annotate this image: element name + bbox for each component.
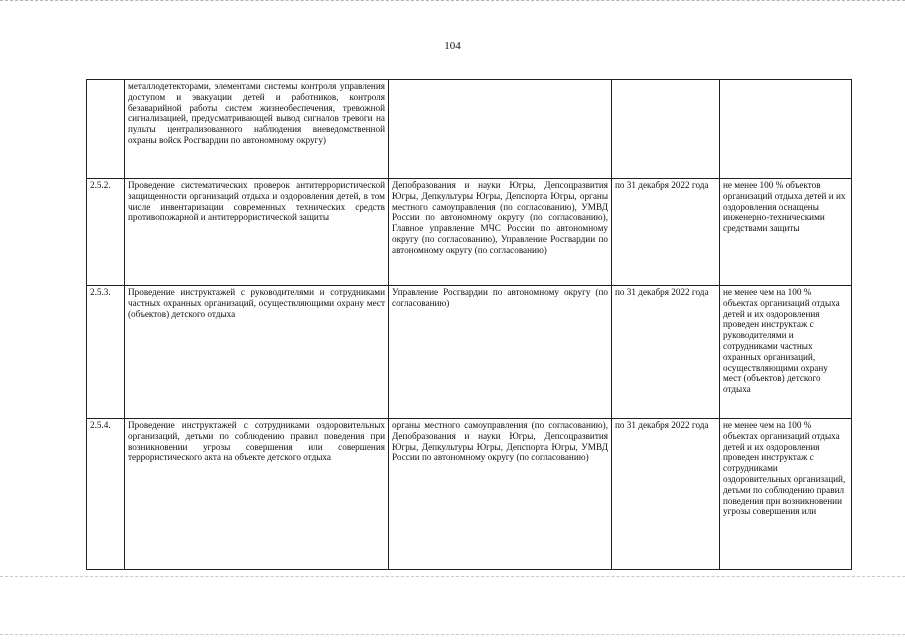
page-number: 104 xyxy=(444,40,461,52)
executor-cell: Управление Росгвардии по автономному округу (по согласованию) xyxy=(389,286,612,419)
scan-edge-lower xyxy=(0,576,905,581)
result-cell: не менее 100 % объектов организаций отдыха детей и их оздоровления оснащены инженерно-техническими средствами защиты xyxy=(720,179,852,286)
result-cell: не менее чем на 100 % объектах организаций отдыха детей и их оздоровления проведен инструктаж с руководителями и сотрудниками частных охранных организаций, осуществляющими охрану мест (объектов) детского отдыха xyxy=(720,286,852,419)
scan-edge-bottom xyxy=(0,634,905,639)
deadline-cell: по 31 декабря 2022 года xyxy=(612,286,720,419)
action-cell: Проведение систематических проверок антитеррористической защищенности организаций отдыха и оздоровления детей, в том числе инвентаризации современных технических средств противопожарной и антитеррористической защиты xyxy=(125,179,389,286)
deadline-cell: по 31 декабря 2022 года xyxy=(612,419,720,570)
table-row xyxy=(87,80,852,179)
deadline-cell xyxy=(612,80,720,179)
scan-edge-top xyxy=(0,0,905,8)
action-cell: Проведение инструктажей с руководителями и сотрудниками частных охранных организаций, осуществляющими охрану мест (объектов) детского отдыха xyxy=(125,286,389,419)
item-number-cell: 2.5.2. xyxy=(87,179,125,286)
item-number-cell: 2.5.4. xyxy=(87,419,125,570)
action-cell: металлодетекторами, элементами системы контроля управления доступом и эвакуации детей и работников, контроля безаварийной работы систем жизнеобеспечения, тревожной сигнализацией, предусматривающей вывод сигналов тревоги на пульты централизованного наблюдения вневедомственной охраны войск Росгвардии по автономному округу) xyxy=(125,80,389,179)
action-cell: Проведение инструктажей с сотрудниками оздоровительных организаций, детьми по соблюдению правил поведения при возникновении угрозы совершения или совершения террористического акта на объекте детского отдыха xyxy=(125,419,389,570)
table-row xyxy=(87,286,852,419)
deadline-cell: по 31 декабря 2022 года xyxy=(612,179,720,286)
item-number-cell xyxy=(87,80,125,179)
executor-cell: Депобразования и науки Югры, Депсоцразвития Югры, Депкультуры Югры, Депспорта Югры, органы местного самоуправления (по согласованию), УМВД России по автономному округу (по согласованию), Главное управление МЧС России по автономному округу (по согласованию), Управление Росгвардии по автономному округу (по согласованию) xyxy=(389,179,612,286)
table-row xyxy=(87,179,852,286)
result-cell xyxy=(720,80,852,179)
executor-cell xyxy=(389,80,612,179)
item-number-cell: 2.5.3. xyxy=(87,286,125,419)
executor-cell: органы местного самоуправления (по согласованию), Депобразования и науки Югры, Депсоцразвития Югры, Депкультуры Югры, Депспорта Югры, УМВД России по автономному округу (по согласованию) xyxy=(389,419,612,570)
measures-table xyxy=(86,79,852,570)
table-row xyxy=(87,419,852,570)
result-cell: не менее чем на 100 % объектах организаций отдыха детей и их оздоровления проведен инструктаж с сотрудниками оздоровительных организаций, детьми по соблюдению правил поведения при возникновении угрозы совершения или xyxy=(720,419,852,570)
